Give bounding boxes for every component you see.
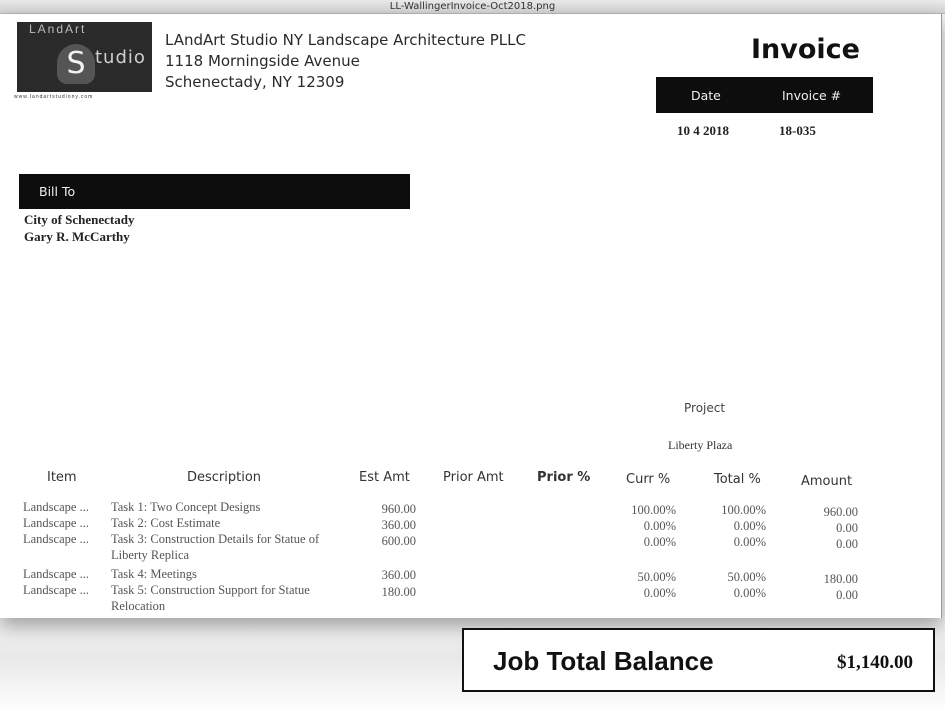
col-header-item: Item — [47, 470, 77, 485]
company-name: LAndArt Studio NY Landscape Architecture PLLC — [165, 31, 526, 49]
logo-word: tudio — [95, 47, 146, 68]
company-address-line2: Schenectady, NY 12309 — [165, 73, 345, 91]
bill-to-block — [24, 211, 135, 245]
job-total-balance-box — [462, 628, 935, 692]
row-description: Task 2: Cost Estimate — [111, 516, 221, 530]
company-block — [165, 30, 526, 93]
bill-to-line2: Gary R. McCarthy — [24, 229, 130, 244]
row-amount: 960.00 — [823, 505, 858, 519]
col-header-prior-amt: Prior Amt — [443, 470, 504, 485]
window-title: LL-WallingerInvoice-Oct2018.png — [389, 1, 556, 12]
job-total-balance-label: Job Total Balance — [493, 646, 714, 676]
row-total-pct: 50.00% — [727, 570, 766, 584]
row-est-amt: 360.00 — [381, 518, 416, 532]
bill-to-label: Bill To — [39, 184, 76, 199]
company-logo — [17, 22, 152, 92]
row-est-amt: 180.00 — [381, 585, 416, 599]
project-name: Liberty Plaza — [668, 438, 733, 452]
row-item: Landscape ... — [23, 500, 89, 514]
row-curr-pct: 0.00% — [643, 586, 676, 600]
row-est-amt: 960.00 — [381, 502, 416, 516]
row-item: Landscape ... — [23, 532, 89, 546]
logo-top-text: LAndArt — [29, 22, 87, 36]
col-header-amount: Amount — [801, 474, 853, 489]
row-total-pct: 100.00% — [721, 503, 766, 517]
invoice-page — [0, 14, 942, 618]
logo-url: www.landartstudiony.com — [14, 94, 94, 100]
row-est-amt: 600.00 — [381, 534, 416, 548]
window-title-bar — [0, 0, 945, 14]
row-description: Task 3: Construction Details for Statue of Liberty Replica — [111, 532, 320, 562]
row-description: Task 4: Meetings — [111, 567, 197, 581]
company-address-line1: 1118 Morningside Avenue — [165, 52, 360, 70]
project-label: Project — [684, 401, 726, 415]
col-header-total-pct: Total % — [714, 472, 761, 487]
invoice-title: Invoice — [751, 34, 860, 65]
row-est-amt: 360.00 — [381, 568, 416, 582]
col-header-prior-pct: Prior % — [537, 470, 591, 485]
job-total-balance-value: $1,140.00 — [837, 652, 913, 673]
logo-letter: S — [57, 44, 95, 84]
row-item: Landscape ... — [23, 583, 89, 597]
invoice-date: 10 4 2018 — [677, 123, 729, 138]
col-header-description: Description — [187, 470, 262, 485]
bill-to-line1: City of Schenectady — [24, 212, 135, 227]
row-total-pct: 0.00% — [733, 586, 766, 600]
row-curr-pct: 50.00% — [637, 570, 676, 584]
row-amount: 0.00 — [836, 537, 858, 551]
image-viewer — [0, 14, 945, 713]
row-total-pct: 0.00% — [733, 519, 766, 533]
row-amount: 0.00 — [836, 588, 858, 602]
row-total-pct: 0.00% — [733, 535, 766, 549]
col-header-est-amt: Est Amt — [359, 470, 410, 485]
row-amount: 0.00 — [836, 521, 858, 535]
date-label: Date — [691, 88, 721, 103]
row-item: Landscape ... — [23, 567, 89, 581]
row-amount: 180.00 — [823, 572, 858, 586]
invoice-number-label: Invoice # — [782, 88, 842, 103]
row-curr-pct: 100.00% — [631, 503, 676, 517]
row-curr-pct: 0.00% — [643, 519, 676, 533]
row-description: Task 5: Construction Support for Statue Relocation — [111, 583, 310, 613]
col-header-curr-pct: Curr % — [626, 472, 671, 487]
row-description: Task 1: Two Concept Designs — [111, 500, 261, 514]
date-invoice-header — [656, 77, 873, 113]
invoice-number: 18-035 — [779, 123, 816, 138]
row-curr-pct: 0.00% — [643, 535, 676, 549]
bill-to-header — [19, 174, 410, 209]
row-item: Landscape ... — [23, 516, 89, 530]
